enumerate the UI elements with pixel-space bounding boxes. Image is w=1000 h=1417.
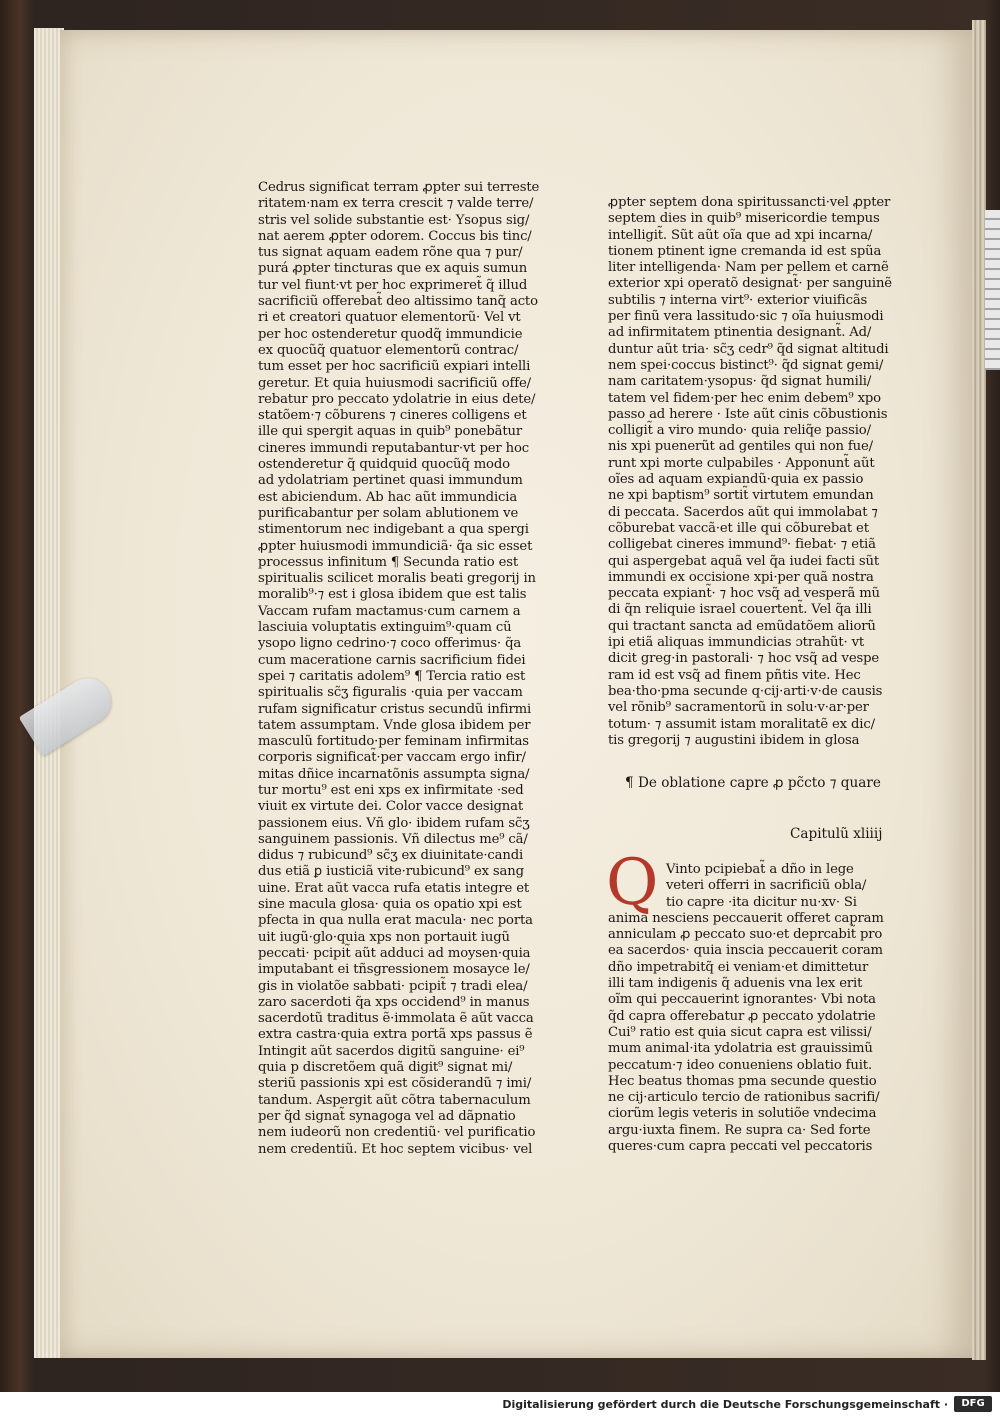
text-line: cum maceratione carnis sacrificium fidei xyxy=(258,652,526,668)
text-line: processus infinitum ¶ Secunda ratio est xyxy=(258,554,518,570)
text-line: tandum. Aspergit aũt cõtra tabernaculum xyxy=(258,1092,531,1108)
text-line: di q̃n reliquie israel couertent̃. Vel q̃a illi xyxy=(608,602,872,618)
left-text-column xyxy=(258,180,558,1158)
text-line: peccati· pcipit̃ aũt adduci ad moysen·quia xyxy=(258,945,531,961)
text-line: spiritualis scilicet moralis beati gregorij in xyxy=(258,571,536,587)
text-line: nat aerem ꝓpter odorem. Coccus bis tinc/ xyxy=(258,228,532,244)
text-line: gis in violatõe sabbati· pcipit̃ ⁊ tradi elea/ xyxy=(258,978,528,994)
rubricated-initial: Q xyxy=(606,846,659,920)
text-line: ram id est vsq̃ ad finem pñtis vite. Hec xyxy=(608,667,861,683)
text-line: ad infirmitatem ptinentia designant̃. Ad/ xyxy=(608,325,872,341)
text-line: septem dies in quib⁹ misericordie tempus xyxy=(608,211,880,227)
right-text-column xyxy=(608,195,893,749)
text-line: geretur. Et quia huiusmodi sacrificiũ offe/ xyxy=(258,375,531,391)
text-line: illi tam indigenis q̃ aduenis vna lex erit xyxy=(608,976,863,992)
text-line: dicit greg·in pastorali· ⁊ hoc vsq̃ ad vespe xyxy=(608,651,880,667)
text-line: colligebat cineres immund⁹· fiebat· ⁊ etiã xyxy=(608,537,876,553)
text-line: sacerdotũ traditus ẽ·immolata ẽ aũt vacca xyxy=(258,1011,534,1027)
text-line: tur mortu⁹ est eni xps ex infirmitate ·sed xyxy=(258,782,524,798)
text-line: uit iugũ·glo·quia xps non portauit iugũ xyxy=(258,929,510,945)
text-line: argu·iuxta finem. Re supra ca· Sed forte xyxy=(608,1122,871,1138)
text-line: ysopo ligno cedrino·⁊ coco offerimus· q̃a xyxy=(258,636,522,652)
text-line: totum· ⁊ assumit istam moralitatẽ ex dic/ xyxy=(608,716,875,732)
text-line: ne cij·articulo tercio de rationibus sacrifi/ xyxy=(608,1090,880,1106)
text-line: ipi etiã aliquas immundicias ɔtrahũt· vt xyxy=(608,635,865,651)
text-line: tus signat aquam eadem rõne qua ⁊ pur/ xyxy=(258,245,523,261)
text-line: purá ꝓpter tincturas que ex aquis sumun xyxy=(258,261,528,277)
text-line: zaro sacerdoti q̃a xps occidend⁹ in manus xyxy=(258,994,530,1010)
text-line: nem credentiũ. Et hoc septem vicibus· vel xyxy=(258,1141,533,1157)
text-line: oĩm qui peccauerint ignorantes· Vbi nota xyxy=(608,992,876,1008)
text-line: mum animal·ita ydolatria est grauissimũ xyxy=(608,1041,873,1057)
text-line: ad ydolatriam pertinet quasi immundum xyxy=(258,473,523,489)
text-line: nis xpi puenerũt ad gentiles qui non fue/ xyxy=(608,439,873,455)
text-line: Vinto pcipiebat̃ a dño in lege xyxy=(666,862,854,877)
text-line: tur vel fiunt·vt per hoc exprimeret̃ q̃ illud xyxy=(258,277,528,293)
color-scale-strip xyxy=(985,210,1000,370)
text-line: dño impetrabitq̃ ei veniam·et dimittetur xyxy=(608,959,869,975)
text-line: tionem ptinent igne cremanda id est spũa xyxy=(608,243,882,259)
text-line: intelligit̃. Sũt aũt oĩa que ad xpi incarna/ xyxy=(608,227,873,243)
text-line: ꝓpter huiusmodi immundiciã· q̃a sic esset xyxy=(258,538,533,554)
text-line: statõem·⁊ cõburens ⁊ cineres colligens et xyxy=(258,408,527,424)
digitization-footer xyxy=(0,1392,1000,1417)
text-line: corporis significat̃·per vaccam ergo infir/ xyxy=(258,750,526,766)
text-line: ne xpi baptism⁹ sortit̃ virtutem emundan xyxy=(608,488,874,504)
text-line: tio capre ·ita dicitur nu·xv· Si xyxy=(666,894,857,910)
text-line: Cedrus significat terram ꝓpter sui terreste xyxy=(258,180,540,195)
text-line: di peccata. Sacerdos aũt qui immolabat ⁊ xyxy=(608,504,878,520)
text-line: spei ⁊ caritatis adolem⁹ ¶ Tercia ratio est xyxy=(258,668,526,684)
text-line: qui tractant sancta ad emũdatõem aliorũ xyxy=(608,618,876,634)
text-line: per finũ vera lassitudo·sic ⁊ oĩa huiusmodi xyxy=(608,309,884,325)
text-line: immundi ex occisione xpi·per quã nostra xyxy=(608,569,874,585)
text-line: cineres immundi reputabantur·vt per hoc xyxy=(258,440,529,456)
chapter-number: Capitulũ xliiij xyxy=(790,826,883,842)
text-line: tatem vel fidem·per hec enim debem⁹ xpo xyxy=(608,390,881,406)
text-line: bea·tho·pma secunde q·cij·arti·v·de causis xyxy=(608,683,883,699)
text-line: anniculam ꝓ peccato suo·et deprcabit̃ pro xyxy=(608,927,883,943)
text-line: per hoc ostenderetur quodq̃ immundicie xyxy=(258,326,523,342)
facing-page-edge xyxy=(972,20,986,1360)
text-line: didus ⁊ rubicund⁹ sc̃ʒ ex diuinitate·candi xyxy=(258,848,524,864)
text-line: sine macula glosa· quia os opatio xpi est xyxy=(258,897,522,913)
text-line: masculũ fortitudo·per feminam infirmitas xyxy=(258,734,529,750)
text-line: ritatem·nam ex terra crescit ⁊ valde terre/ xyxy=(258,196,534,212)
text-line: stimentorum nec indigebant a qua spergi xyxy=(258,522,529,538)
text-line: ea sacerdos· quia inscia peccauerit coram xyxy=(608,943,883,959)
text-line: ex quocũq̃ quatuor elementorũ contrac/ xyxy=(258,342,519,358)
text-line: per q̃d signat̃ synagoga vel ad dãpnatio xyxy=(258,1108,516,1124)
text-line: ꝓpter septem dona spiritussancti·vel ꝓpter xyxy=(608,195,891,210)
text-line: passo ad herere · Iste aũt cinis cõbustionis xyxy=(608,406,888,422)
text-line: est abiciendum. Ab hac aũt immundicia xyxy=(258,489,518,505)
text-line: tatem assumptam. Vnde glosa ibidem per xyxy=(258,717,531,733)
text-line: ciorũm legis veteris in solutiõe vndecima xyxy=(608,1106,877,1122)
text-line: Vaccam rufam mactamus·cum carnem a xyxy=(258,603,521,619)
text-line: colligit̃ a viro mundo· quia reliq̃e passio/ xyxy=(608,423,871,439)
text-line: queres·cum capra peccati vel peccatoris xyxy=(608,1139,873,1155)
text-line: nem spei·coccus bistinct⁹· q̃d signat gemi/ xyxy=(608,357,884,373)
text-line: nam caritatem·ysopus· q̃d signat humili/ xyxy=(608,374,872,390)
text-line: mitas dñice incarnatõnis assumpta signa/ xyxy=(258,766,530,782)
text-line: rebatur pro peccato ydolatrie in eius dete/ xyxy=(258,391,536,407)
text-line: spiritualis sc̃ʒ figuralis ·quia per vaccam xyxy=(258,685,523,701)
text-line: rufam significatur cristus secundũ infirmi xyxy=(258,701,532,717)
text-line: sacrificiũ offerebat̃ deo altissimo tanq̃ acto xyxy=(258,294,538,310)
text-line: tum esset per hoc sacrificiũ expiari intelli xyxy=(258,359,531,375)
text-line: duntur aũt tria· sc̃ʒ cedr⁹ q̃d signat altitudi xyxy=(608,341,889,357)
text-line: vel rõnib⁹ sacramentorũ in solu·v·ar·per xyxy=(608,700,869,716)
text-line: q̃d capra offerebatur ꝓ peccato ydolatrie xyxy=(608,1008,876,1024)
text-line: Intingit aũt sacerdos digitũ sanguine· ei⁹ xyxy=(258,1043,525,1059)
text-line: runt xpi morte culpabiles · Apponunt̃ aũt xyxy=(608,455,875,471)
text-line: moralib⁹·⁊ est i glosa ibidem que est talis xyxy=(258,587,527,603)
text-line: qui aspergebat aquã vel q̃a iudei facti sũt xyxy=(608,553,880,569)
text-line: steriũ passionis xpi est cõsiderandũ ⁊ imi/ xyxy=(258,1076,532,1092)
text-line: veteri offerri in sacrificiũ obla/ xyxy=(666,878,867,894)
text-line: subtilis ⁊ interna virt⁹· exterior viuificãs xyxy=(608,292,868,308)
dfg-logo: DFG xyxy=(954,1396,992,1412)
text-line: oĩes ad aquam expiandũ·quia ex passio xyxy=(608,472,864,488)
text-line: pfecta in qua nulla erat macula· nec porta xyxy=(258,913,533,929)
text-line: Cui⁹ ratio est quia sicut capra est vilissi/ xyxy=(608,1024,872,1040)
text-line: ostenderetur q̃ quidquid quocũq̃ modo xyxy=(258,457,510,473)
text-line: peccata expiant̃· ⁊ hoc vsq̃ ad vesperã mũ xyxy=(608,586,880,602)
chapter-body-text xyxy=(608,862,893,1155)
text-line: dus etiã ꝑ iusticiã vite·rubicund⁹ ex sang xyxy=(258,864,524,880)
text-line: ri et creatori quatuor elementorũ· Vel vt xyxy=(258,310,521,326)
text-line: imputabant ei tñsgressionem mosayce le/ xyxy=(258,962,530,978)
text-line: sanguinem passionis. Vñ dilectus me⁹ cã/ xyxy=(258,831,528,847)
text-line: tis gregorij ⁊ augustini ibidem in glosa xyxy=(608,732,860,748)
text-line: liter intelligenda· Nam per pellem et carnẽ xyxy=(608,260,889,276)
text-line: Hec beatus thomas pma secunde questio xyxy=(608,1073,877,1089)
text-line: stris vel solide substantie est· Ysopus sig/ xyxy=(258,212,530,228)
text-line: exterior xpi operatõ designat̃· per sanguinẽ xyxy=(608,276,892,292)
text-line: nem iudeorũ non credentiũ· vel purificatio xyxy=(258,1125,536,1141)
text-line: extra castra·quia extra portã xps passus ẽ xyxy=(258,1027,533,1043)
text-line: peccatum·⁊ ideo conueniens oblatio fuit. xyxy=(608,1057,872,1073)
text-line: viuit ex virtute dei. Color vacce designat xyxy=(258,799,524,815)
text-line: purificabantur per solam ablutionem ve xyxy=(258,505,519,521)
chapter-heading: ¶ De oblatione capre ꝓ pc̃cto ⁊ quare xyxy=(625,775,881,791)
funding-credit: Digitalisierung gefördert durch die Deutsche Forschungsgemeinschaft · xyxy=(502,1398,948,1411)
text-line: lasciuia voluptatis extinguim⁹·quam cũ xyxy=(258,620,512,636)
text-line: ille qui spergit aquas in quib⁹ ponebãtur xyxy=(258,424,522,440)
text-line: cõburebat vaccã·et ille qui cõburebat et xyxy=(608,520,869,536)
text-line: uine. Erat aũt vacca rufa etatis integre et xyxy=(258,880,530,896)
text-line: passionem eius. Vñ glo· ibidem rufam sc̃ʒ xyxy=(258,815,530,831)
text-line: anima nesciens peccauerit offeret capram xyxy=(608,910,884,926)
text-line: quia p discretõem quã digit⁹ signat mi/ xyxy=(258,1060,513,1076)
